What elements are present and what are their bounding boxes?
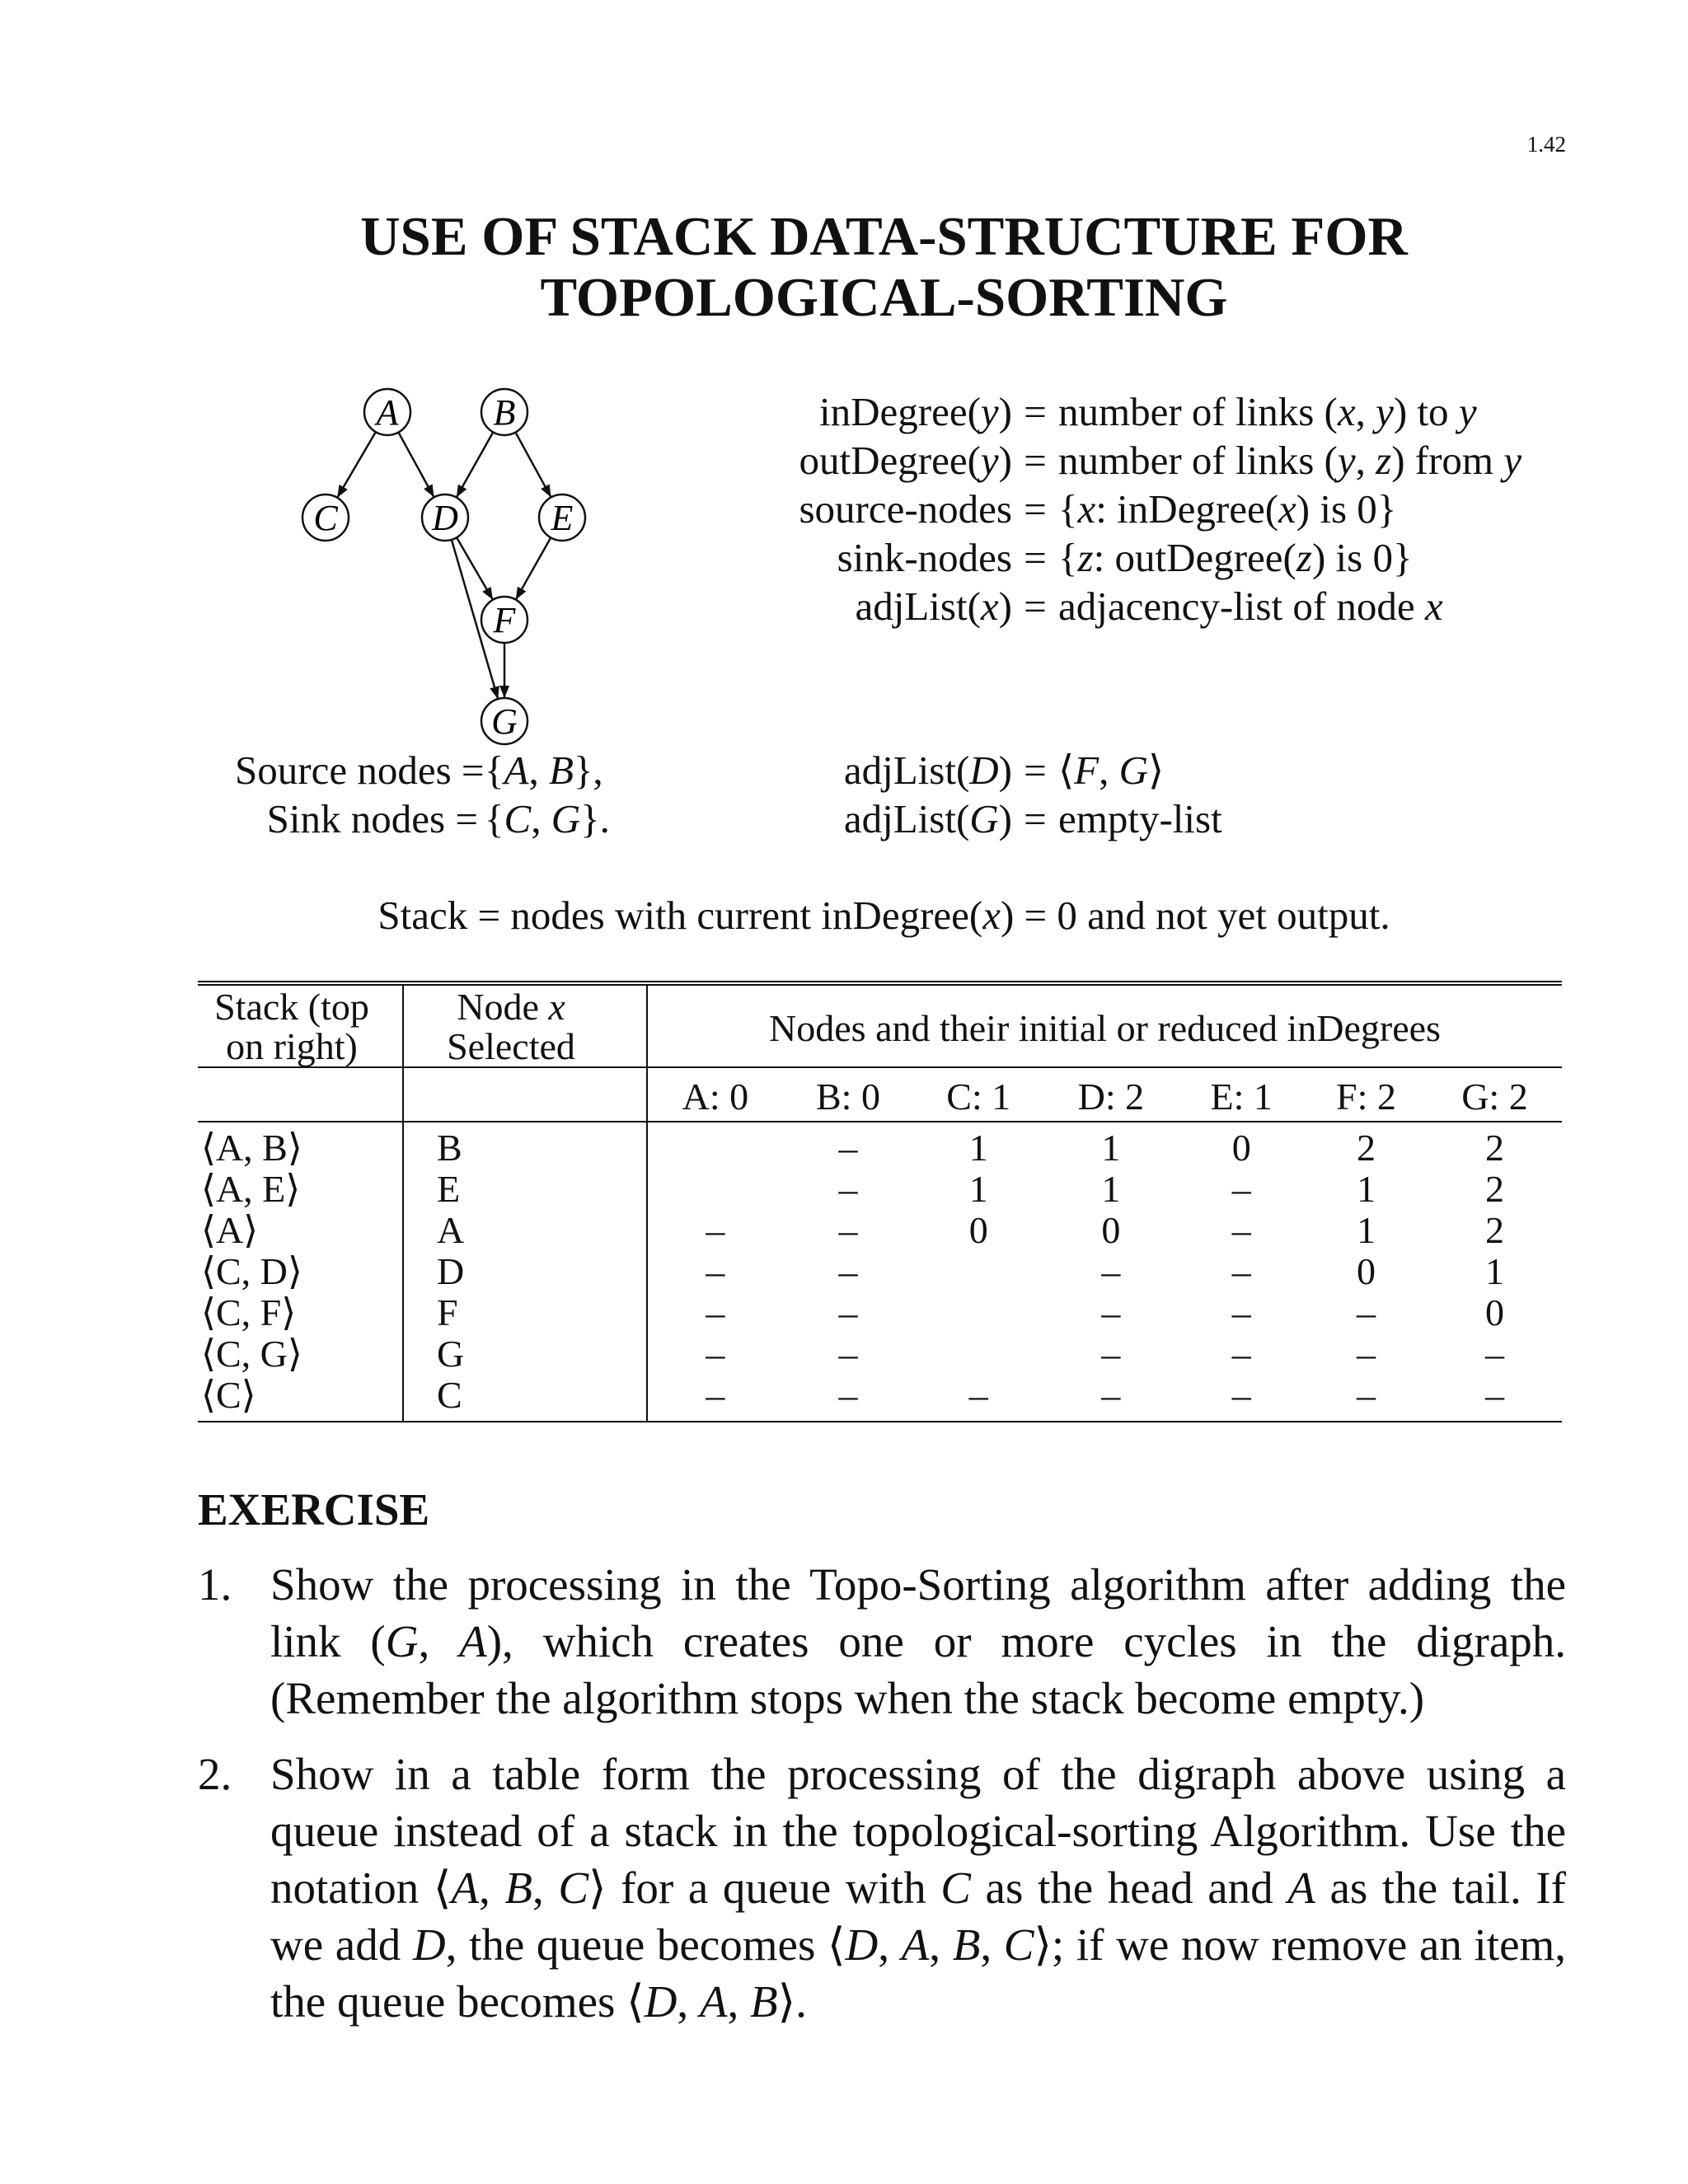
definitions — [725, 387, 1522, 630]
equals-sign: = — [1024, 583, 1047, 629]
indegree-cell: – — [1231, 1209, 1251, 1251]
node-D — [422, 494, 468, 541]
indegree-cell: – — [706, 1209, 725, 1251]
indegree-cell: – — [1484, 1333, 1504, 1375]
exercise-heading: EXERCISE — [198, 1484, 430, 1535]
sink-nodes-label: Sink nodes = — [266, 796, 478, 841]
definition-meaning: number of links (x, y) to y — [1058, 389, 1477, 434]
indegree-cell: 1 — [1356, 1209, 1376, 1251]
selected-node-cell: G — [403, 1333, 647, 1375]
indegree-cell: 0 — [1484, 1291, 1504, 1333]
indegree-cell: – — [706, 1291, 725, 1333]
indegree-cell — [913, 1292, 1043, 1333]
source-nodes-line — [235, 746, 610, 794]
indegree-cell: – — [838, 1291, 858, 1333]
indegree-cell: – — [1356, 1333, 1376, 1375]
definition-row — [725, 533, 1522, 582]
initial-indegree-cell: G: 2 — [1428, 1067, 1562, 1122]
exercise-1-text: Show the processing in the Topo-Sorting algorithm after adding the link (G, A), which creates one or more cycles in the digraph. (Remember the algorithm stops when the stack become empty.) — [270, 1559, 1567, 1723]
indegree-cell: – — [838, 1127, 858, 1169]
adjlist-value: ⟨F, G⟩ — [1058, 748, 1165, 793]
node-label: A — [376, 392, 399, 433]
exercise-1 — [198, 1556, 1566, 1727]
source-nodes-label: Source nodes = — [235, 748, 485, 793]
adjlist-example-row — [725, 746, 1222, 794]
indegree-cell: 2 — [1484, 1127, 1504, 1169]
definition-meaning: {x: inDegree(x) is 0} — [1058, 486, 1397, 532]
header-stack: Stack (top on right) — [198, 983, 403, 1067]
stack-cell: ⟨C⟩ — [198, 1375, 403, 1422]
definition-term: source-nodes — [799, 486, 1012, 532]
table-row — [198, 1169, 1562, 1210]
table-header-row — [198, 983, 1562, 1067]
stack-cell: ⟨A, E⟩ — [198, 1169, 403, 1210]
definition-meaning: {z: outDegree(z) is 0} — [1058, 535, 1413, 580]
indegree-cell: – — [706, 1250, 725, 1292]
node-label: B — [493, 392, 516, 433]
equals-sign: = — [1024, 796, 1047, 841]
indegree-cell: – — [838, 1209, 858, 1251]
indegree-cell: – — [1356, 1291, 1376, 1333]
equals-sign: = — [1024, 748, 1047, 793]
graph-nodes — [302, 389, 585, 744]
edge-D-F — [457, 537, 492, 599]
definition-row — [725, 582, 1522, 630]
indegree-cell: 1 — [1101, 1127, 1121, 1169]
initial-indegree-cell: F: 2 — [1305, 1067, 1428, 1122]
table-row — [198, 1122, 1562, 1169]
table-row — [198, 1210, 1562, 1251]
digraph — [280, 379, 610, 750]
definition-row — [725, 387, 1522, 436]
exercise-2 — [198, 1746, 1566, 2030]
node-label: D — [432, 498, 458, 538]
node-B — [481, 389, 528, 435]
node-label: E — [551, 498, 574, 538]
definition-meaning: number of links (y, z) from y — [1058, 438, 1522, 483]
table-row — [198, 1333, 1562, 1375]
indegree-cell: 0 — [968, 1209, 988, 1251]
stack-cell: ⟨C, F⟩ — [198, 1292, 403, 1333]
stack-cell: ⟨C, D⟩ — [198, 1251, 403, 1292]
indegree-cell: 1 — [1356, 1168, 1376, 1210]
topo-sort-trace-table — [198, 981, 1562, 1422]
node-label: F — [493, 600, 516, 640]
selected-node-cell: D — [403, 1251, 647, 1292]
edge-B-D — [457, 432, 493, 496]
edge-B-E — [515, 433, 551, 497]
indegree-cell: – — [1101, 1333, 1121, 1375]
indegree-cell: – — [913, 1375, 1043, 1422]
equals-sign: = — [1024, 438, 1047, 483]
indegree-cell: – — [1231, 1333, 1251, 1375]
indegree-cell: 1 — [968, 1127, 988, 1169]
indegree-cell: – — [1305, 1375, 1428, 1422]
node-label: G — [491, 701, 518, 742]
table-row — [198, 1251, 1562, 1292]
indegree-cell: – — [1101, 1250, 1121, 1292]
indegree-cell: 0 — [1101, 1209, 1121, 1251]
stack-cell: ⟨A⟩ — [198, 1210, 403, 1251]
indegree-cell: – — [647, 1375, 783, 1422]
indegree-cell: 2 — [1484, 1168, 1504, 1210]
node-G — [481, 698, 528, 744]
exercise-2-text: Show in a table form the processing of the digraph above using a queue instead of a stack in the topological-sorting Algorithm. Use the notation ⟨A, B, C⟩ for a queue with C as the head and A as the tail. If we add D, the queue becomes ⟨D, A, B, C⟩; if we now remove an item, the queue becomes ⟨D, A, B⟩. — [270, 1749, 1567, 2027]
page-number: 1.42 — [1526, 132, 1566, 157]
indegree-cell — [913, 1333, 1043, 1375]
source-nodes-value: {A, B}, — [485, 748, 603, 793]
definition-term: outDegree(y) — [799, 438, 1012, 483]
definition-meaning: adjacency-list of node x — [1058, 583, 1443, 629]
adjlist-term: adjList(D) — [843, 748, 1012, 793]
indegree-cell: – — [1428, 1375, 1562, 1422]
table-row — [198, 1375, 1562, 1422]
definition-term: inDegree(y) — [819, 389, 1012, 434]
indegree-cell: – — [1101, 1291, 1121, 1333]
selected-node-cell: A — [403, 1210, 647, 1251]
definition-row — [725, 436, 1522, 485]
indegree-cell: – — [1231, 1168, 1251, 1210]
selected-node-cell: C — [403, 1375, 647, 1422]
indegree-cell: – — [783, 1375, 913, 1422]
node-A — [364, 389, 410, 435]
indegree-cell: – — [1231, 1291, 1251, 1333]
indegree-cell — [913, 1251, 1043, 1292]
indegree-cell: 0 — [1231, 1127, 1251, 1169]
node-E — [539, 494, 585, 541]
adjlist-value: empty-list — [1058, 796, 1222, 841]
node-C — [302, 494, 349, 541]
indegree-cell: – — [838, 1333, 858, 1375]
sink-nodes-value: {C, G}. — [485, 796, 610, 841]
adjlist-example-row — [725, 794, 1222, 843]
indegree-cell: 2 — [1484, 1209, 1504, 1251]
selected-node-cell: E — [403, 1169, 647, 1210]
indegree-cell — [647, 1169, 783, 1210]
adjacency-examples — [725, 746, 1222, 843]
source-sink-summary — [235, 746, 610, 843]
equals-sign: = — [1024, 486, 1047, 532]
indegree-cell: – — [1043, 1375, 1178, 1422]
page-title — [0, 206, 1688, 328]
exercise-2-number: 2. — [198, 1749, 232, 1799]
header-indegrees: Nodes and their initial or reduced inDegrees — [647, 983, 1562, 1067]
stack-cell: ⟨A, B⟩ — [198, 1122, 403, 1169]
initial-indegree-cell: A: 0 — [647, 1067, 783, 1122]
exercise-1-number: 1. — [198, 1559, 232, 1610]
indegree-cell: – — [1178, 1375, 1305, 1422]
indegree-cell: 1 — [1101, 1168, 1121, 1210]
stack-definition: Stack = nodes with current inDegree(x) = 0 and not yet output. — [377, 893, 1390, 938]
equals-sign: = — [1024, 535, 1047, 580]
initial-indegree-cell: B: 0 — [783, 1067, 913, 1122]
indegree-cell: 0 — [1356, 1250, 1376, 1292]
equals-sign: = — [1024, 389, 1047, 434]
selected-node-cell: B — [403, 1122, 647, 1169]
sink-nodes-line — [235, 794, 610, 843]
indegree-cell: – — [1231, 1250, 1251, 1292]
initial-indegree-row — [198, 1067, 1562, 1122]
edge-E-F — [516, 537, 551, 598]
edge-A-D — [398, 433, 434, 497]
initial-indegree-cell: E: 1 — [1178, 1067, 1305, 1122]
header-node-selected: Node x Selected — [403, 983, 647, 1067]
adjlist-term: adjList(G) — [843, 796, 1012, 841]
indegree-cell: – — [706, 1333, 725, 1375]
title-line-2: TOPOLOGICAL-SORTING — [540, 267, 1228, 328]
title-line-1: USE OF STACK DATA-STRUCTURE FOR — [360, 206, 1408, 267]
initial-indegree-cell: D: 2 — [1043, 1067, 1178, 1122]
table-row — [198, 1292, 1562, 1333]
indegree-cell — [647, 1122, 783, 1169]
indegree-cell: 1 — [968, 1168, 988, 1210]
initial-indegree-cell: C: 1 — [913, 1067, 1043, 1122]
node-F — [481, 597, 528, 643]
graph-edges — [338, 432, 551, 698]
stack-cell: ⟨C, G⟩ — [198, 1333, 403, 1375]
definition-row — [725, 485, 1522, 533]
definition-term: sink-nodes — [837, 535, 1012, 580]
indegree-cell: – — [838, 1168, 858, 1210]
indegree-cell: 1 — [1484, 1250, 1504, 1292]
indegree-cell: 2 — [1356, 1127, 1376, 1169]
definition-term: adjList(x) — [855, 583, 1012, 629]
node-label: C — [313, 498, 338, 538]
edge-A-C — [338, 432, 376, 497]
indegree-cell: – — [838, 1250, 858, 1292]
selected-node-cell: F — [403, 1292, 647, 1333]
